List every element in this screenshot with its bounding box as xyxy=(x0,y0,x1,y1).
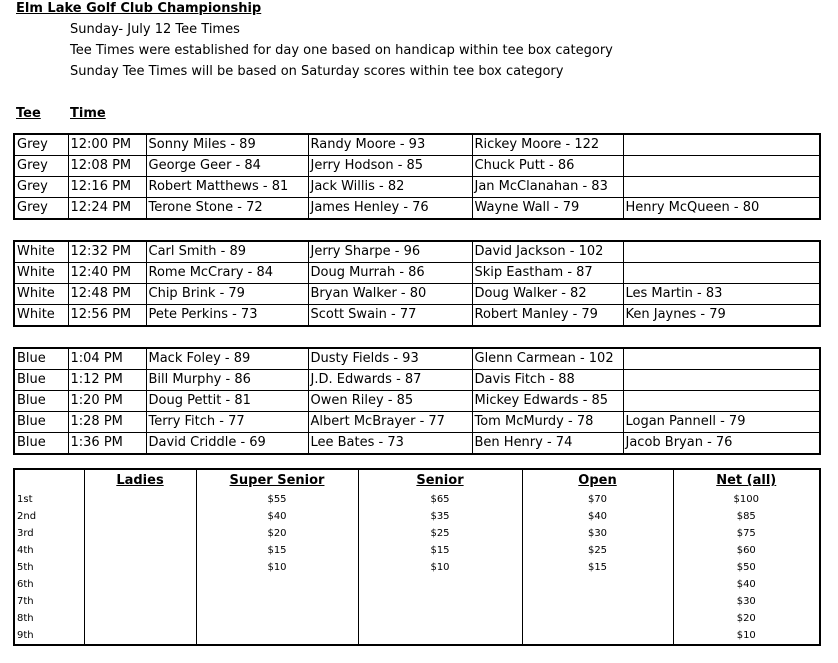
prize-amount: $20 xyxy=(196,525,358,542)
player-cell: James Henley - 76 xyxy=(308,198,472,220)
prize-category-header: Ladies xyxy=(84,469,196,491)
player-cell: Randy Moore - 93 xyxy=(308,134,472,156)
place-label: 8th xyxy=(17,613,34,624)
player-cell xyxy=(623,348,820,370)
prize-amount xyxy=(196,576,358,593)
player-cell: J.D. Edwards - 87 xyxy=(308,370,472,391)
tee-box-cell: Blue xyxy=(14,391,68,412)
prize-amount: $10 xyxy=(196,559,358,576)
prize-amount: $10 xyxy=(673,627,820,645)
player-cell: Sonny Miles - 89 xyxy=(146,134,308,156)
player-cell: Jack Willis - 82 xyxy=(308,177,472,198)
tee-time-cell: 1:20 PM xyxy=(68,391,146,412)
place-label: 2nd xyxy=(17,511,37,522)
player-cell: Bill Murphy - 86 xyxy=(146,370,308,391)
tee-box-cell: White xyxy=(14,305,68,327)
prize-amount: $20 xyxy=(673,610,820,627)
player-cell: Rome McCrary - 84 xyxy=(146,263,308,284)
tee-time-cell: 1:36 PM xyxy=(68,433,146,455)
player-cell: Glenn Carmean - 102 xyxy=(472,348,623,370)
prize-amount: $60 xyxy=(673,542,820,559)
blue-tee-table xyxy=(13,347,821,455)
player-cell: Chuck Putt - 86 xyxy=(472,156,623,177)
prize-amount: $10 xyxy=(358,559,522,576)
prize-amount: $25 xyxy=(522,542,673,559)
player-cell: George Geer - 84 xyxy=(146,156,308,177)
prize-row xyxy=(14,525,820,542)
tee-time-row xyxy=(14,177,820,198)
prize-amount xyxy=(84,508,196,525)
column-header-tee: Tee xyxy=(16,106,41,121)
player-cell: Jacob Bryan - 76 xyxy=(623,433,820,455)
prize-row xyxy=(14,593,820,610)
player-cell: Mack Foley - 89 xyxy=(146,348,308,370)
tee-time-row xyxy=(14,156,820,177)
tee-time-row xyxy=(14,433,820,455)
player-cell: Robert Manley - 79 xyxy=(472,305,623,327)
player-cell: Skip Eastham - 87 xyxy=(472,263,623,284)
tee-box-cell: Blue xyxy=(14,433,68,455)
prize-amount xyxy=(84,576,196,593)
player-cell: David Jackson - 102 xyxy=(472,241,623,263)
player-cell: Henry McQueen - 80 xyxy=(623,198,820,220)
player-cell: Carl Smith - 89 xyxy=(146,241,308,263)
prize-amount: $100 xyxy=(673,491,820,508)
player-cell: Ben Henry - 74 xyxy=(472,433,623,455)
prize-row xyxy=(14,491,820,508)
prize-amount xyxy=(196,593,358,610)
player-cell xyxy=(623,177,820,198)
player-cell: Albert McBrayer - 77 xyxy=(308,412,472,433)
player-cell: Doug Murrah - 86 xyxy=(308,263,472,284)
prize-amount xyxy=(522,627,673,645)
tee-box-cell: White xyxy=(14,284,68,305)
player-cell xyxy=(623,391,820,412)
tee-time-row xyxy=(14,391,820,412)
player-cell: Rickey Moore - 122 xyxy=(472,134,623,156)
tee-time-cell: 1:28 PM xyxy=(68,412,146,433)
player-cell: Tom McMurdy - 78 xyxy=(472,412,623,433)
player-cell xyxy=(623,156,820,177)
prize-amount xyxy=(84,593,196,610)
prize-amount: $15 xyxy=(522,559,673,576)
tee-time-cell: 12:40 PM xyxy=(68,263,146,284)
player-cell: Dusty Fields - 93 xyxy=(308,348,472,370)
player-cell: Bryan Walker - 80 xyxy=(308,284,472,305)
place-label: 1st xyxy=(17,494,33,505)
player-cell xyxy=(623,263,820,284)
player-cell: Terry Fitch - 77 xyxy=(146,412,308,433)
player-cell xyxy=(623,241,820,263)
player-cell: Les Martin - 83 xyxy=(623,284,820,305)
prize-row xyxy=(14,508,820,525)
player-cell xyxy=(623,370,820,391)
player-cell: Logan Pannell - 79 xyxy=(623,412,820,433)
tee-box-cell: Grey xyxy=(14,177,68,198)
prize-category-header: Senior xyxy=(358,469,522,491)
tee-time-row xyxy=(14,412,820,433)
tee-box-cell: Grey xyxy=(14,134,68,156)
player-cell: Jerry Hodson - 85 xyxy=(308,156,472,177)
tee-box-cell: White xyxy=(14,241,68,263)
player-cell: Scott Swain - 77 xyxy=(308,305,472,327)
prize-amount xyxy=(522,593,673,610)
player-cell: Doug Walker - 82 xyxy=(472,284,623,305)
player-cell: Jerry Sharpe - 96 xyxy=(308,241,472,263)
prize-amount: $75 xyxy=(673,525,820,542)
player-cell: Mickey Edwards - 85 xyxy=(472,391,623,412)
prize-amount: $40 xyxy=(673,576,820,593)
tee-time-cell: 12:56 PM xyxy=(68,305,146,327)
tee-time-row xyxy=(14,348,820,370)
player-cell: Jan McClanahan - 83 xyxy=(472,177,623,198)
player-cell: Robert Matthews - 81 xyxy=(146,177,308,198)
prize-amount xyxy=(522,610,673,627)
info-line-day-one: Tee Times were established for day one based on handicap within tee box category xyxy=(70,43,613,58)
prize-amount: $25 xyxy=(358,525,522,542)
place-label: 9th xyxy=(17,630,34,641)
tee-time-cell: 12:08 PM xyxy=(68,156,146,177)
player-cell: Ken Jaynes - 79 xyxy=(623,305,820,327)
prize-amount xyxy=(84,559,196,576)
place-label: 5th xyxy=(17,562,34,573)
prize-row xyxy=(14,610,820,627)
prize-amount xyxy=(84,525,196,542)
tee-time-row xyxy=(14,198,820,220)
prize-amount xyxy=(84,491,196,508)
player-cell: Pete Perkins - 73 xyxy=(146,305,308,327)
tee-time-cell: 12:48 PM xyxy=(68,284,146,305)
prize-amount xyxy=(196,627,358,645)
prize-amount: $55 xyxy=(196,491,358,508)
prize-amount xyxy=(84,542,196,559)
tee-box-cell: Blue xyxy=(14,370,68,391)
tee-time-row xyxy=(14,370,820,391)
page-title: Elm Lake Golf Club Championship xyxy=(16,1,262,16)
player-cell: Terone Stone - 72 xyxy=(146,198,308,220)
prize-amount: $50 xyxy=(673,559,820,576)
player-cell: Chip Brink - 79 xyxy=(146,284,308,305)
tee-time-cell: 12:24 PM xyxy=(68,198,146,220)
info-line-sunday: Sunday Tee Times will be based on Saturday scores within tee box category xyxy=(70,64,564,79)
prize-category-header: Net (all) xyxy=(673,469,820,491)
prize-category-header: Super Senior xyxy=(196,469,358,491)
grey-tee-table xyxy=(13,133,821,220)
tee-box-cell: Grey xyxy=(14,156,68,177)
prize-amount xyxy=(358,627,522,645)
tee-time-cell: 12:00 PM xyxy=(68,134,146,156)
prize-amount: $40 xyxy=(522,508,673,525)
player-cell xyxy=(623,134,820,156)
prize-amount xyxy=(84,627,196,645)
prize-row xyxy=(14,576,820,593)
tee-time-cell: 1:12 PM xyxy=(68,370,146,391)
player-cell: Doug Pettit - 81 xyxy=(146,391,308,412)
prize-amount xyxy=(358,610,522,627)
tee-box-cell: Grey xyxy=(14,198,68,220)
prize-amount: $30 xyxy=(522,525,673,542)
tee-box-cell: Blue xyxy=(14,412,68,433)
prize-row xyxy=(14,559,820,576)
place-label: 7th xyxy=(17,596,34,607)
prize-amount: $85 xyxy=(673,508,820,525)
prize-amount xyxy=(358,576,522,593)
prize-amount: $35 xyxy=(358,508,522,525)
tee-box-cell: White xyxy=(14,263,68,284)
tee-time-row xyxy=(14,284,820,305)
player-cell: Davis Fitch - 88 xyxy=(472,370,623,391)
player-cell: Wayne Wall - 79 xyxy=(472,198,623,220)
tee-time-row xyxy=(14,241,820,263)
player-cell: David Criddle - 69 xyxy=(146,433,308,455)
date-line: Sunday- July 12 Tee Times xyxy=(70,22,240,37)
tee-time-cell: 12:16 PM xyxy=(68,177,146,198)
prize-amount: $65 xyxy=(358,491,522,508)
column-header-time: Time xyxy=(70,106,106,121)
tee-time-row xyxy=(14,305,820,327)
prize-amount xyxy=(522,576,673,593)
prize-amount xyxy=(358,593,522,610)
prize-amount: $30 xyxy=(673,593,820,610)
place-label: 3rd xyxy=(17,528,34,539)
tee-time-row xyxy=(14,263,820,284)
tee-box-cell: Blue xyxy=(14,348,68,370)
prize-amount: $70 xyxy=(522,491,673,508)
prize-category-header: Open xyxy=(522,469,673,491)
place-label: 6th xyxy=(17,579,34,590)
prize-row xyxy=(14,627,820,645)
prize-header-row xyxy=(14,469,820,491)
prize-amount: $15 xyxy=(358,542,522,559)
prize-amount: $40 xyxy=(196,508,358,525)
tee-time-row xyxy=(14,134,820,156)
prize-category-header xyxy=(14,469,84,491)
prize-amount: $15 xyxy=(196,542,358,559)
prize-row xyxy=(14,542,820,559)
white-tee-table xyxy=(13,240,821,327)
prize-amount xyxy=(196,610,358,627)
player-cell: Owen Riley - 85 xyxy=(308,391,472,412)
place-label: 4th xyxy=(17,545,34,556)
prize-amount xyxy=(84,610,196,627)
tee-time-cell: 12:32 PM xyxy=(68,241,146,263)
tee-time-cell: 1:04 PM xyxy=(68,348,146,370)
player-cell: Lee Bates - 73 xyxy=(308,433,472,455)
prize-table xyxy=(13,468,821,646)
